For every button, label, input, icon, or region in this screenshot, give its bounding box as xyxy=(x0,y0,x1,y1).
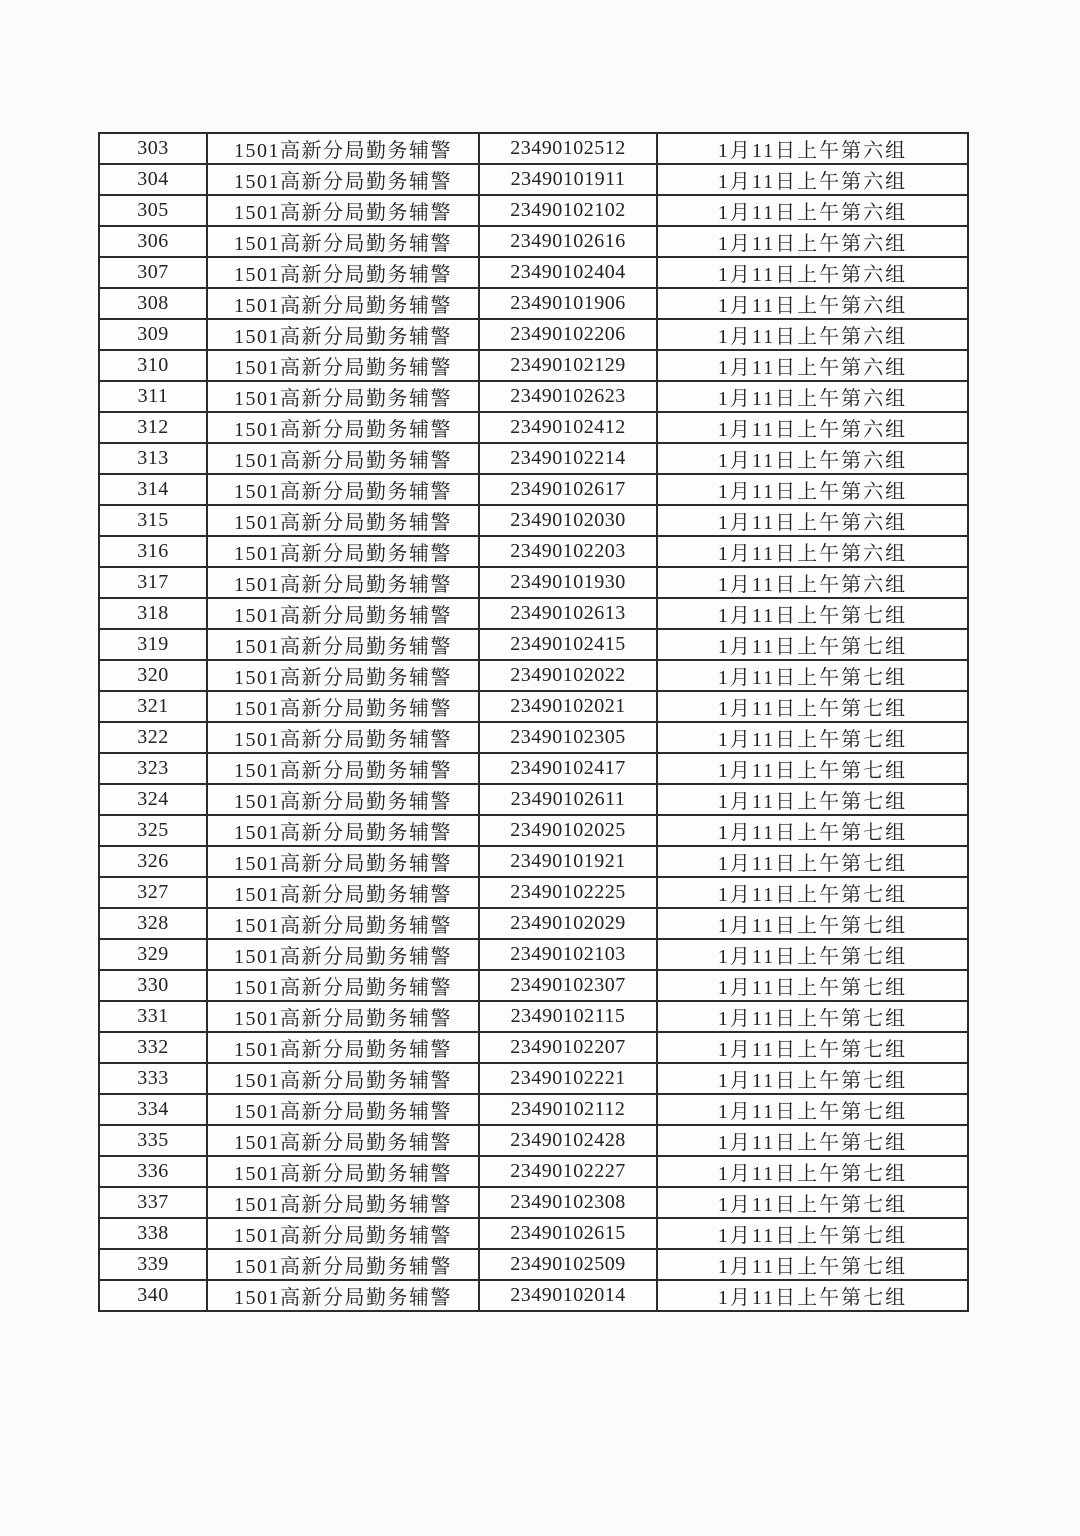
session-group-cell: 1月11日上午第六组 xyxy=(657,474,968,505)
candidate-id-cell: 23490102509 xyxy=(479,1249,657,1280)
row-number-cell: 319 xyxy=(99,629,207,660)
session-group-cell: 1月11日上午第七组 xyxy=(657,1280,968,1311)
candidate-id-cell: 23490102021 xyxy=(479,691,657,722)
row-number-cell: 331 xyxy=(99,1001,207,1032)
table-row xyxy=(99,753,968,784)
unit-name-cell: 1501高新分局勤务辅警 xyxy=(207,505,479,536)
row-number-cell: 314 xyxy=(99,474,207,505)
session-group-cell: 1月11日上午第七组 xyxy=(657,970,968,1001)
unit-name-cell: 1501高新分局勤务辅警 xyxy=(207,567,479,598)
row-number-cell: 309 xyxy=(99,319,207,350)
candidate-id-cell: 23490102102 xyxy=(479,195,657,226)
table-row xyxy=(99,1280,968,1311)
candidate-id-cell: 23490102025 xyxy=(479,815,657,846)
table-row xyxy=(99,784,968,815)
session-group-cell: 1月11日上午第七组 xyxy=(657,908,968,939)
unit-name-cell: 1501高新分局勤务辅警 xyxy=(207,1094,479,1125)
candidate-id-cell: 23490102203 xyxy=(479,536,657,567)
session-group-cell: 1月11日上午第六组 xyxy=(657,350,968,381)
table-row xyxy=(99,226,968,257)
unit-name-cell: 1501高新分局勤务辅警 xyxy=(207,1187,479,1218)
table-row xyxy=(99,350,968,381)
session-group-cell: 1月11日上午第六组 xyxy=(657,226,968,257)
unit-name-cell: 1501高新分局勤务辅警 xyxy=(207,1063,479,1094)
row-number-cell: 329 xyxy=(99,939,207,970)
row-number-cell: 308 xyxy=(99,288,207,319)
candidate-id-cell: 23490102214 xyxy=(479,443,657,474)
row-number-cell: 334 xyxy=(99,1094,207,1125)
table-row xyxy=(99,1063,968,1094)
unit-name-cell: 1501高新分局勤务辅警 xyxy=(207,257,479,288)
candidate-id-cell: 23490102307 xyxy=(479,970,657,1001)
table-row xyxy=(99,474,968,505)
session-group-cell: 1月11日上午第七组 xyxy=(657,660,968,691)
table-row xyxy=(99,908,968,939)
session-group-cell: 1月11日上午第七组 xyxy=(657,722,968,753)
table-row xyxy=(99,195,968,226)
session-group-cell: 1月11日上午第七组 xyxy=(657,877,968,908)
unit-name-cell: 1501高新分局勤务辅警 xyxy=(207,846,479,877)
candidate-id-cell: 23490102206 xyxy=(479,319,657,350)
unit-name-cell: 1501高新分局勤务辅警 xyxy=(207,536,479,567)
session-group-cell: 1月11日上午第六组 xyxy=(657,443,968,474)
candidate-id-cell: 23490102305 xyxy=(479,722,657,753)
unit-name-cell: 1501高新分局勤务辅警 xyxy=(207,939,479,970)
row-number-cell: 336 xyxy=(99,1156,207,1187)
session-group-cell: 1月11日上午第六组 xyxy=(657,536,968,567)
row-number-cell: 305 xyxy=(99,195,207,226)
candidate-id-cell: 23490101921 xyxy=(479,846,657,877)
unit-name-cell: 1501高新分局勤务辅警 xyxy=(207,1280,479,1311)
candidate-id-cell: 23490102029 xyxy=(479,908,657,939)
row-number-cell: 339 xyxy=(99,1249,207,1280)
unit-name-cell: 1501高新分局勤务辅警 xyxy=(207,319,479,350)
table-row xyxy=(99,846,968,877)
unit-name-cell: 1501高新分局勤务辅警 xyxy=(207,1249,479,1280)
unit-name-cell: 1501高新分局勤务辅警 xyxy=(207,350,479,381)
candidate-id-cell: 23490102112 xyxy=(479,1094,657,1125)
row-number-cell: 317 xyxy=(99,567,207,598)
unit-name-cell: 1501高新分局勤务辅警 xyxy=(207,1001,479,1032)
row-number-cell: 320 xyxy=(99,660,207,691)
unit-name-cell: 1501高新分局勤务辅警 xyxy=(207,660,479,691)
session-group-cell: 1月11日上午第六组 xyxy=(657,319,968,350)
row-number-cell: 307 xyxy=(99,257,207,288)
session-group-cell: 1月11日上午第七组 xyxy=(657,629,968,660)
candidate-id-cell: 23490102611 xyxy=(479,784,657,815)
session-group-cell: 1月11日上午第六组 xyxy=(657,288,968,319)
session-group-cell: 1月11日上午第七组 xyxy=(657,846,968,877)
session-group-cell: 1月11日上午第六组 xyxy=(657,505,968,536)
session-group-cell: 1月11日上午第七组 xyxy=(657,1001,968,1032)
candidate-id-cell: 23490102227 xyxy=(479,1156,657,1187)
candidate-id-cell: 23490102103 xyxy=(479,939,657,970)
session-group-cell: 1月11日上午第六组 xyxy=(657,164,968,195)
candidate-id-cell: 23490102512 xyxy=(479,133,657,164)
candidate-id-cell: 23490102415 xyxy=(479,629,657,660)
candidate-id-cell: 23490102225 xyxy=(479,877,657,908)
candidate-id-cell: 23490102308 xyxy=(479,1187,657,1218)
candidate-id-cell: 23490102623 xyxy=(479,381,657,412)
table-row xyxy=(99,722,968,753)
row-number-cell: 326 xyxy=(99,846,207,877)
row-number-cell: 321 xyxy=(99,691,207,722)
row-number-cell: 340 xyxy=(99,1280,207,1311)
exam-schedule-table-body xyxy=(99,133,968,1311)
session-group-cell: 1月11日上午第七组 xyxy=(657,753,968,784)
session-group-cell: 1月11日上午第七组 xyxy=(657,815,968,846)
table-row xyxy=(99,877,968,908)
session-group-cell: 1月11日上午第七组 xyxy=(657,1125,968,1156)
candidate-id-cell: 23490102412 xyxy=(479,412,657,443)
table-row xyxy=(99,536,968,567)
unit-name-cell: 1501高新分局勤务辅警 xyxy=(207,970,479,1001)
row-number-cell: 335 xyxy=(99,1125,207,1156)
candidate-id-cell: 23490102404 xyxy=(479,257,657,288)
candidate-id-cell: 23490102207 xyxy=(479,1032,657,1063)
session-group-cell: 1月11日上午第七组 xyxy=(657,1094,968,1125)
session-group-cell: 1月11日上午第七组 xyxy=(657,598,968,629)
unit-name-cell: 1501高新分局勤务辅警 xyxy=(207,1218,479,1249)
session-group-cell: 1月11日上午第六组 xyxy=(657,381,968,412)
table-row xyxy=(99,1032,968,1063)
row-number-cell: 322 xyxy=(99,722,207,753)
candidate-id-cell: 23490102022 xyxy=(479,660,657,691)
table-row xyxy=(99,1187,968,1218)
session-group-cell: 1月11日上午第七组 xyxy=(657,1156,968,1187)
row-number-cell: 323 xyxy=(99,753,207,784)
unit-name-cell: 1501高新分局勤务辅警 xyxy=(207,1032,479,1063)
session-group-cell: 1月11日上午第六组 xyxy=(657,567,968,598)
row-number-cell: 325 xyxy=(99,815,207,846)
unit-name-cell: 1501高新分局勤务辅警 xyxy=(207,381,479,412)
unit-name-cell: 1501高新分局勤务辅警 xyxy=(207,1156,479,1187)
table-row xyxy=(99,319,968,350)
row-number-cell: 315 xyxy=(99,505,207,536)
candidate-id-cell: 23490102615 xyxy=(479,1218,657,1249)
candidate-id-cell: 23490102221 xyxy=(479,1063,657,1094)
candidate-id-cell: 23490102030 xyxy=(479,505,657,536)
table-row xyxy=(99,288,968,319)
session-group-cell: 1月11日上午第六组 xyxy=(657,195,968,226)
row-number-cell: 338 xyxy=(99,1218,207,1249)
row-number-cell: 306 xyxy=(99,226,207,257)
unit-name-cell: 1501高新分局勤务辅警 xyxy=(207,443,479,474)
candidate-id-cell: 23490102417 xyxy=(479,753,657,784)
candidate-id-cell: 23490102129 xyxy=(479,350,657,381)
candidate-id-cell: 23490102613 xyxy=(479,598,657,629)
table-row xyxy=(99,1094,968,1125)
unit-name-cell: 1501高新分局勤务辅警 xyxy=(207,815,479,846)
row-number-cell: 304 xyxy=(99,164,207,195)
row-number-cell: 327 xyxy=(99,877,207,908)
row-number-cell: 337 xyxy=(99,1187,207,1218)
row-number-cell: 312 xyxy=(99,412,207,443)
table-row xyxy=(99,629,968,660)
row-number-cell: 303 xyxy=(99,133,207,164)
candidate-id-cell: 23490102617 xyxy=(479,474,657,505)
table-row xyxy=(99,443,968,474)
session-group-cell: 1月11日上午第七组 xyxy=(657,1187,968,1218)
session-group-cell: 1月11日上午第六组 xyxy=(657,133,968,164)
table-row xyxy=(99,567,968,598)
unit-name-cell: 1501高新分局勤务辅警 xyxy=(207,908,479,939)
unit-name-cell: 1501高新分局勤务辅警 xyxy=(207,784,479,815)
row-number-cell: 318 xyxy=(99,598,207,629)
candidate-id-cell: 23490102115 xyxy=(479,1001,657,1032)
unit-name-cell: 1501高新分局勤务辅警 xyxy=(207,133,479,164)
unit-name-cell: 1501高新分局勤务辅警 xyxy=(207,412,479,443)
unit-name-cell: 1501高新分局勤务辅警 xyxy=(207,722,479,753)
table-row xyxy=(99,412,968,443)
session-group-cell: 1月11日上午第七组 xyxy=(657,1218,968,1249)
unit-name-cell: 1501高新分局勤务辅警 xyxy=(207,629,479,660)
unit-name-cell: 1501高新分局勤务辅警 xyxy=(207,195,479,226)
table-row xyxy=(99,1249,968,1280)
unit-name-cell: 1501高新分局勤务辅警 xyxy=(207,164,479,195)
session-group-cell: 1月11日上午第六组 xyxy=(657,412,968,443)
table-row xyxy=(99,1218,968,1249)
unit-name-cell: 1501高新分局勤务辅警 xyxy=(207,598,479,629)
session-group-cell: 1月11日上午第六组 xyxy=(657,257,968,288)
unit-name-cell: 1501高新分局勤务辅警 xyxy=(207,288,479,319)
candidate-id-cell: 23490102014 xyxy=(479,1280,657,1311)
session-group-cell: 1月11日上午第七组 xyxy=(657,1063,968,1094)
row-number-cell: 310 xyxy=(99,350,207,381)
table-row xyxy=(99,598,968,629)
unit-name-cell: 1501高新分局勤务辅警 xyxy=(207,1125,479,1156)
unit-name-cell: 1501高新分局勤务辅警 xyxy=(207,691,479,722)
candidate-id-cell: 23490101911 xyxy=(479,164,657,195)
row-number-cell: 316 xyxy=(99,536,207,567)
session-group-cell: 1月11日上午第七组 xyxy=(657,691,968,722)
unit-name-cell: 1501高新分局勤务辅警 xyxy=(207,474,479,505)
table-row xyxy=(99,1125,968,1156)
candidate-id-cell: 23490102616 xyxy=(479,226,657,257)
row-number-cell: 330 xyxy=(99,970,207,1001)
table-row xyxy=(99,381,968,412)
session-group-cell: 1月11日上午第七组 xyxy=(657,1032,968,1063)
row-number-cell: 324 xyxy=(99,784,207,815)
unit-name-cell: 1501高新分局勤务辅警 xyxy=(207,877,479,908)
row-number-cell: 311 xyxy=(99,381,207,412)
candidate-id-cell: 23490101930 xyxy=(479,567,657,598)
table-row xyxy=(99,970,968,1001)
table-row xyxy=(99,691,968,722)
table-row xyxy=(99,133,968,164)
row-number-cell: 328 xyxy=(99,908,207,939)
session-group-cell: 1月11日上午第七组 xyxy=(657,939,968,970)
row-number-cell: 332 xyxy=(99,1032,207,1063)
table-row xyxy=(99,660,968,691)
row-number-cell: 313 xyxy=(99,443,207,474)
candidate-id-cell: 23490101906 xyxy=(479,288,657,319)
exam-schedule-table xyxy=(98,132,969,1312)
unit-name-cell: 1501高新分局勤务辅警 xyxy=(207,226,479,257)
table-row xyxy=(99,505,968,536)
table-row xyxy=(99,164,968,195)
session-group-cell: 1月11日上午第七组 xyxy=(657,784,968,815)
unit-name-cell: 1501高新分局勤务辅警 xyxy=(207,753,479,784)
table-row xyxy=(99,939,968,970)
table-row xyxy=(99,815,968,846)
table-row xyxy=(99,1156,968,1187)
candidate-id-cell: 23490102428 xyxy=(479,1125,657,1156)
session-group-cell: 1月11日上午第七组 xyxy=(657,1249,968,1280)
row-number-cell: 333 xyxy=(99,1063,207,1094)
table-row xyxy=(99,1001,968,1032)
table-row xyxy=(99,257,968,288)
